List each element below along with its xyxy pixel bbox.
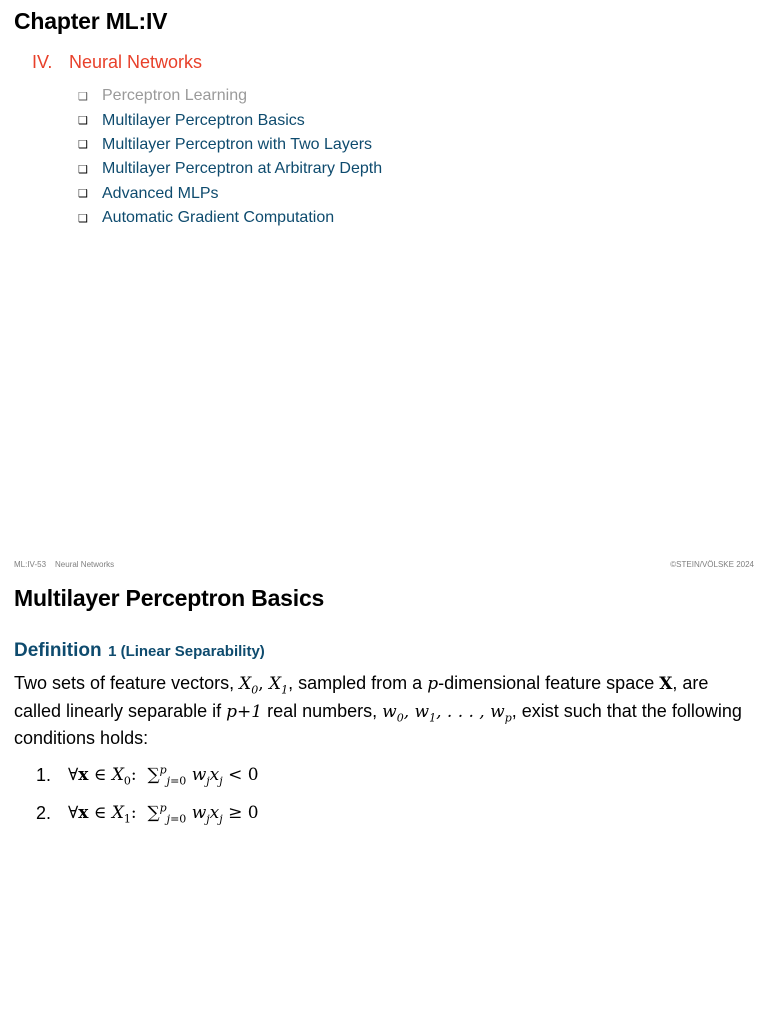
checkbox-bullet-icon: ❑ [78,163,88,176]
toc-item-label: Multilayer Perceptron with Two Layers [102,135,373,153]
math-p: p [427,674,439,694]
math-feature-space: X [659,674,673,694]
definition-heading [14,640,265,662]
toc-item-label: Multilayer Perceptron at Arbitrary Depth [102,160,383,178]
condition-formula: ∀x ∈ $X_0$: ∑$^p_{j=0}$ $w_jx_j < 0$ [68,763,259,788]
toc-item-label: Perceptron Learning [102,87,247,105]
text-fragment: , exist such that the following conditions holds: [14,700,742,748]
math-x0: $X_0$ [239,674,259,697]
text-fragment: -dimensional feature space [438,673,660,693]
definition-label: 1 (Linear Separability) [108,643,265,660]
conditions-list [36,756,259,832]
checkbox-bullet-icon: ❑ [78,188,88,201]
definition-text: Two sets of feature vectors, $X_0$, $X_1$, sampled from a p-dimensional feature space X, are called linearly separable if p+1 real numbers, $w_0$, $w_1$, . . . , $w_p$, exist such that the following conditions holds: [14,673,742,748]
math-weights: $w_0$, $w_1$, . . . , $w_p$ [382,701,512,724]
toc-item-label: Advanced MLPs [102,184,219,202]
section-heading [32,52,202,73]
chapter-title: Chapter ML:IV [14,8,168,34]
condition-formula: ∀x ∈ $X_1$: ∑$^p_{j=0}$ $w_jx_j \ge 0$ [68,801,259,826]
math-p-plus-1: p+1 [226,701,263,722]
toc-item-label: Multilayer Perceptron Basics [102,111,305,129]
condition-number: 1. [36,764,52,785]
toc-item[interactable] [78,157,382,181]
toc-item[interactable] [78,108,382,132]
section-number: IV. [32,52,53,72]
condition-number: 2. [36,802,52,823]
condition-item [36,756,259,794]
text-fragment: , sampled from a [288,673,428,693]
definition-word: Definition [14,640,102,661]
checkbox-bullet-icon: ❑ [78,115,88,128]
toc-item[interactable] [78,206,382,230]
text-fragment: , are called linearly separable if [14,673,709,721]
toc-item-label: Automatic Gradient Computation [102,209,335,227]
condition-item [36,794,259,832]
footer-topic: Neural Networks [55,560,115,569]
footer-copyright: ©STEIN/VÖLSKE 2024 [670,560,754,569]
checkbox-bullet-icon: ❑ [78,139,88,152]
table-of-contents [78,84,382,230]
toc-item[interactable] [78,182,382,206]
checkbox-bullet-icon: ❑ [78,212,88,225]
slide-2 [0,512,768,1024]
toc-item[interactable] [78,133,382,157]
slide-title: Multilayer Perceptron Basics [14,585,325,611]
section-title: Neural Networks [69,52,203,72]
math-x1: $X_1$ [269,674,289,697]
checkbox-bullet-icon: ❑ [78,90,88,103]
footer-page-number: ML:IV-53 [14,560,47,569]
toc-item[interactable] [78,84,382,108]
text-fragment: Two sets of feature vectors, [14,673,240,693]
text-fragment: real numbers, [262,700,383,721]
